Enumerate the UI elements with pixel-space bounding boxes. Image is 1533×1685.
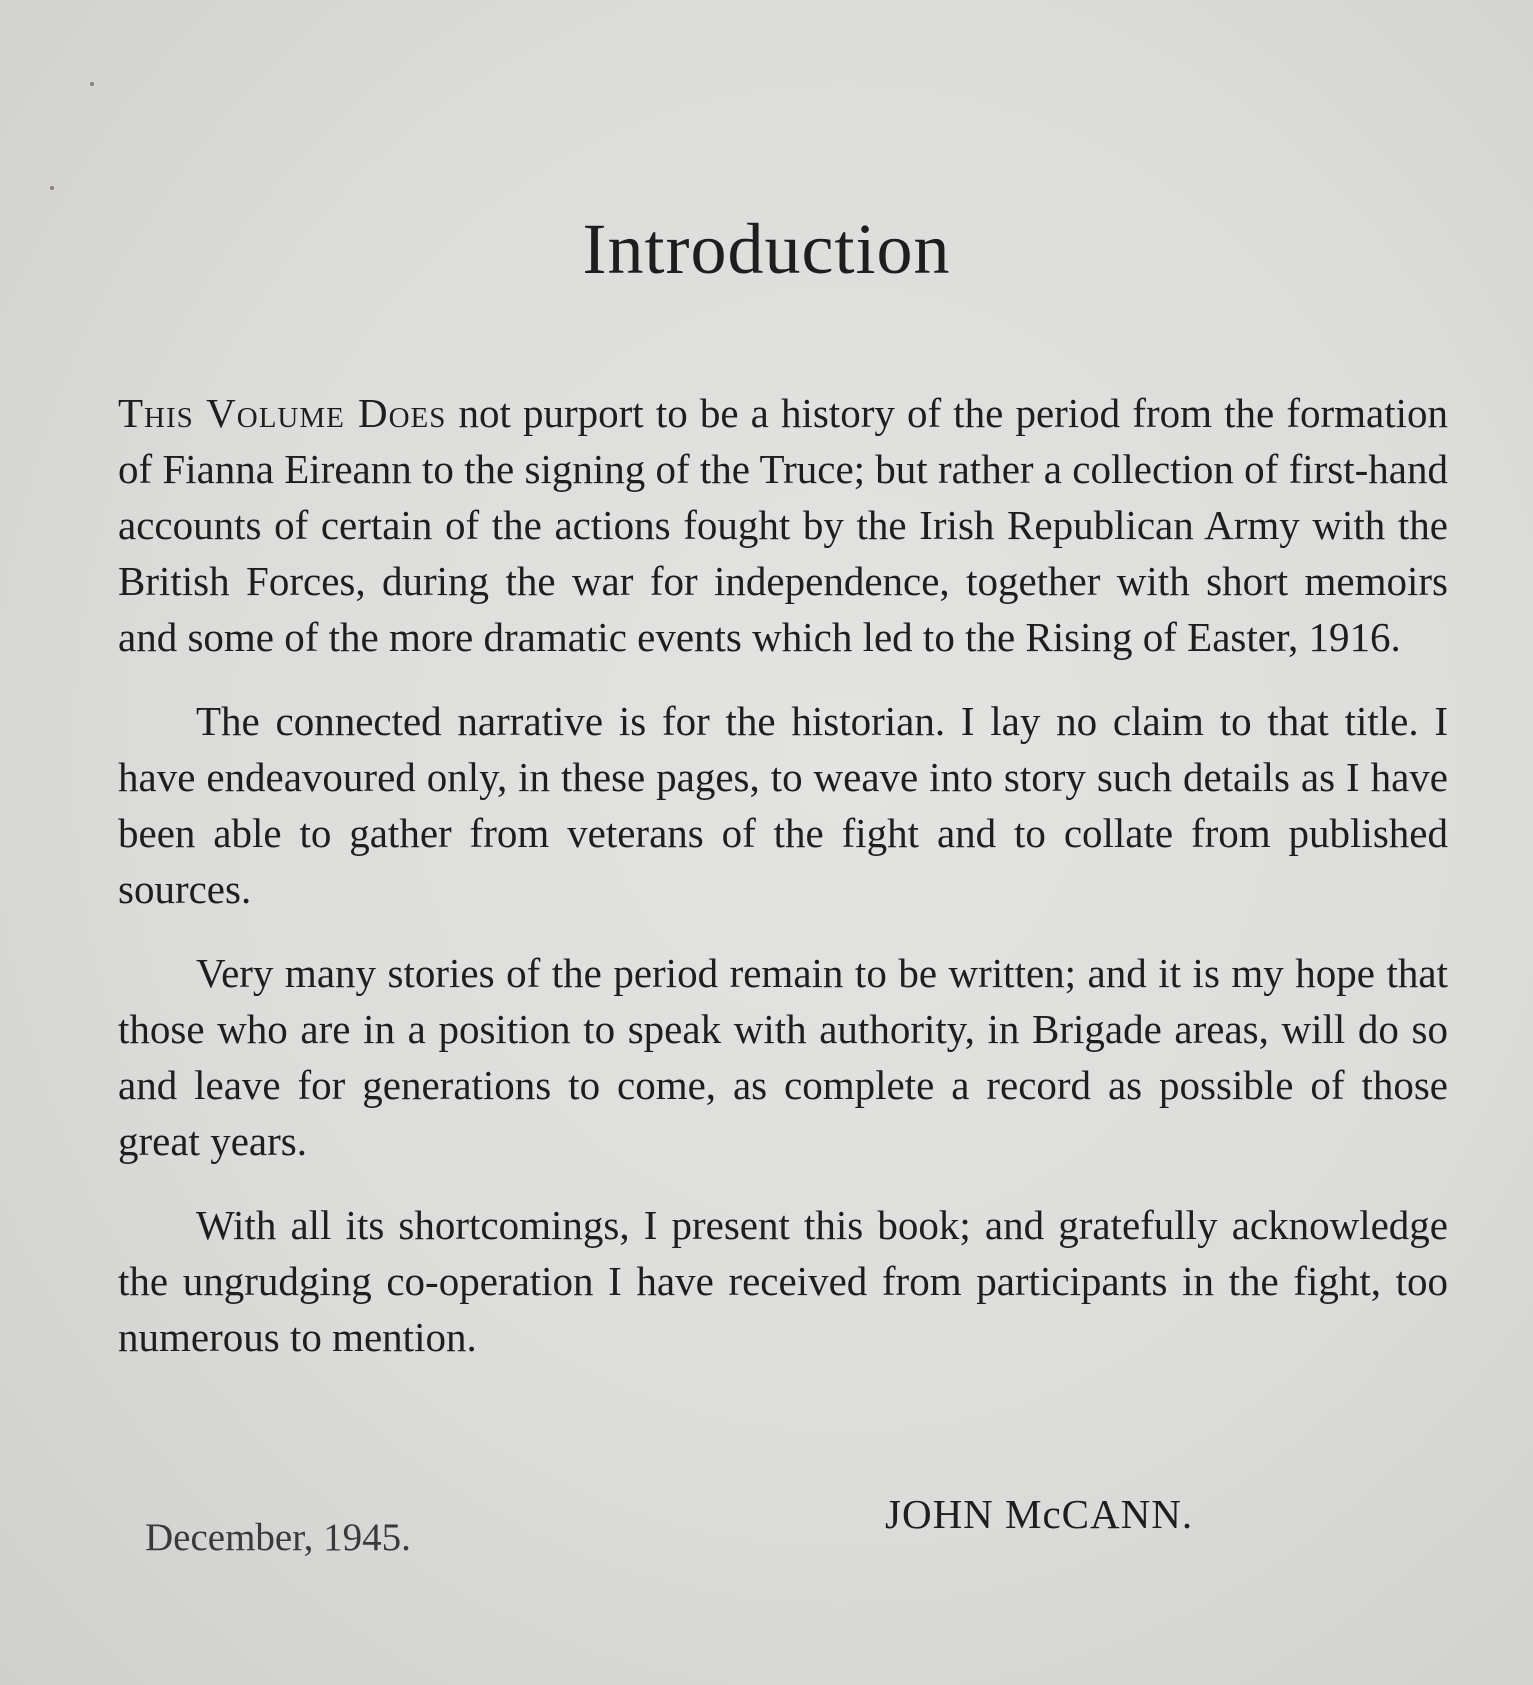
paragraph-1-text: not purport to be a history of the period from the formation of Fianna Eireann to the signing of the Truce; but rather a collection of first-hand accounts of certain of the actions fought by the Irish Republican Army with the British Forces, during the war for independence, together with short memoirs and some of the more dramatic events which led to the Rising of Easter, 1916. xyxy=(118,390,1448,660)
author-signature: JOHN McCANN. xyxy=(885,1491,1194,1537)
paragraph-1-lead: This Volume Does xyxy=(118,390,447,436)
date-line: December, 1945. xyxy=(145,1516,411,1559)
introduction-body xyxy=(118,385,1448,1365)
paragraph-2: The connected narrative is for the historian. I lay no claim to that title. I have endeavoured only, in these pages, to weave into story such details as I have been able to gather from veterans of the fight and to collate from published sources. xyxy=(118,698,1448,912)
page-title: Introduction xyxy=(582,209,951,289)
paper-speck xyxy=(90,82,94,86)
paragraph-1 xyxy=(118,385,1448,665)
paragraph-4: With all its shortcomings, I present this book; and gratefully acknowledge the ungrudging co-operation I have received from participants in the fight, too numerous to mention. xyxy=(118,1202,1448,1360)
paragraph-3: Very many stories of the period remain to be written; and it is my hope that those who are in a position to speak with authority, in Brigade areas, will do so and leave for generations to come, as complete a record as possible of those great years. xyxy=(118,950,1448,1164)
paper-speck xyxy=(50,186,54,190)
